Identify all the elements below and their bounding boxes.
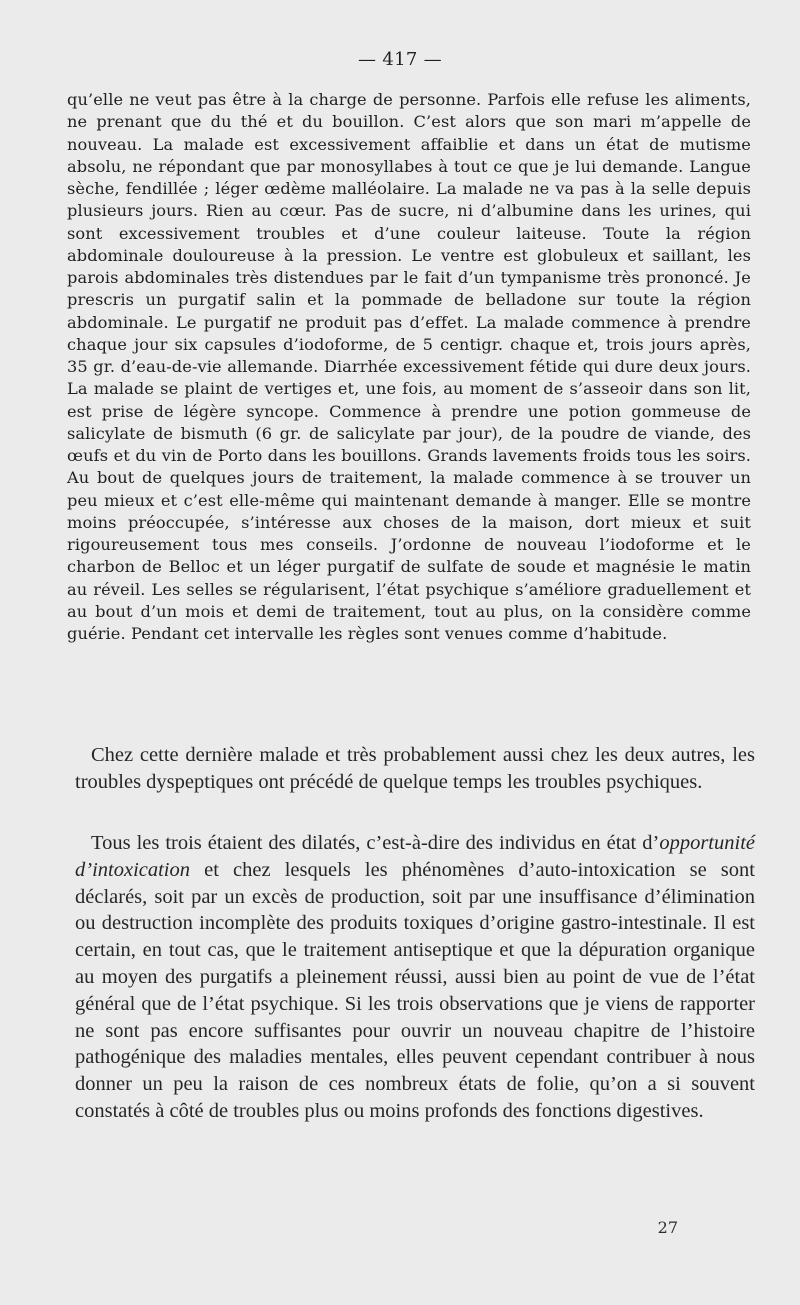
page-number: — 417 — [358,49,442,70]
printer-signature: 27 [657,1218,678,1237]
italic-term: opportunité d’intoxication [75,832,755,881]
paragraph-2-suffix: et chez lesquels les phénomènes d’auto-intoxication se sont déclarés, soit par un excès de production, soit par une insuffisance d’élimination ou destruction incomplète des produits toxiques d’origine gastro-intestinale. Il est certain, en tout cas, que le traitement antiseptique et que la dépuration organique au moyen des purgatifs a pleinement réussi, aussi bien au point de vue de l’état général que de l’état psychique. Si les trois observations que je viens de rapporter ne sont pas encore suffisantes pour ouvrir un nouveau chapitre de l’histoire pathogénique des maladies mentales, elles peuvent cependant contribuer à nous donner un peu la raison de ces nombreux états de folie, qu’on a si souvent constatés à côté de troubles plus ou moins profonds des fonctions digestives. [75,858,755,1122]
paragraph-2-prefix: Tous les trois étaient des dilatés, c’est-à-dire des individus en état d’ [91,832,660,854]
discussion-paragraph-2 [75,830,755,1125]
case-report-text: qu’elle ne veut pas être à la charge de personne. Parfois elle refuse les aliments, ne prenant que du thé et du bouillon. C’est alors que son mari m’appelle de nouveau. La malade est excessivement affaiblie et dans un état de mutisme absolu, ne répondant que par monosyllabes à tout ce que je lui demande. Langue sèche, fendillée ; léger œdème malléolaire. La malade ne va pas à la selle depuis plusieurs jours. Rien au cœur. Pas de sucre, ni d’albumine dans les urines, qui sont excessivement troubles et d’une couleur laiteuse. Toute la région abdominale douloureuse à la pression. Le ventre est globuleux et saillant, les parois abdominales très distendues par le fait d’un tympanisme très prononcé. Je prescris un purgatif salin et la pommade de belladone sur toute la région abdominale. Le purgatif ne produit pas d’effet. La malade commence à prendre chaque jour six capsules d’iodoforme, de 5 centigr. chaque et, trois jours après, 35 gr. d’eau-de-vie allemande. Diarrhée excessivement fétide qui dure deux jours. La malade se plaint de vertiges et, une fois, au moment de s’asseoir dans son lit, est prise de légère syncope. Commence à prendre une potion gommeuse de salicylate de bismuth (6 gr. de salicylate par jour), de la poudre de viande, des œufs et du vin de Porto dans les bouillons. Grands lavements froids tous les soirs. Au bout de quelques jours de traitement, la malade commence à se trouver un peu mieux et c’est elle-même qui maintenant demande à manger. Elle se montre moins préoccupée, s’intéresse aux choses de la maison, dort mieux et suit rigoureusement tous mes conseils. J’ordonne de nouveau l’iodoforme et le charbon de Belloc et un léger purgatif de sulfate de soude et magnésie le matin au réveil. Les selles se régularisent, l’état psychique s’améliore graduellement et au bout d’un mois et demi de traitement, tout au plus, on la considère comme guérie. Pendant cet intervalle les règles sont venues comme d’habitude. [67,90,751,643]
discussion-paragraph-1: Chez cette dernière malade et très probablement aussi chez les deux autres, les troubles dyspeptiques ont précédé de quelque temps les troubles psychiques. [75,744,755,793]
